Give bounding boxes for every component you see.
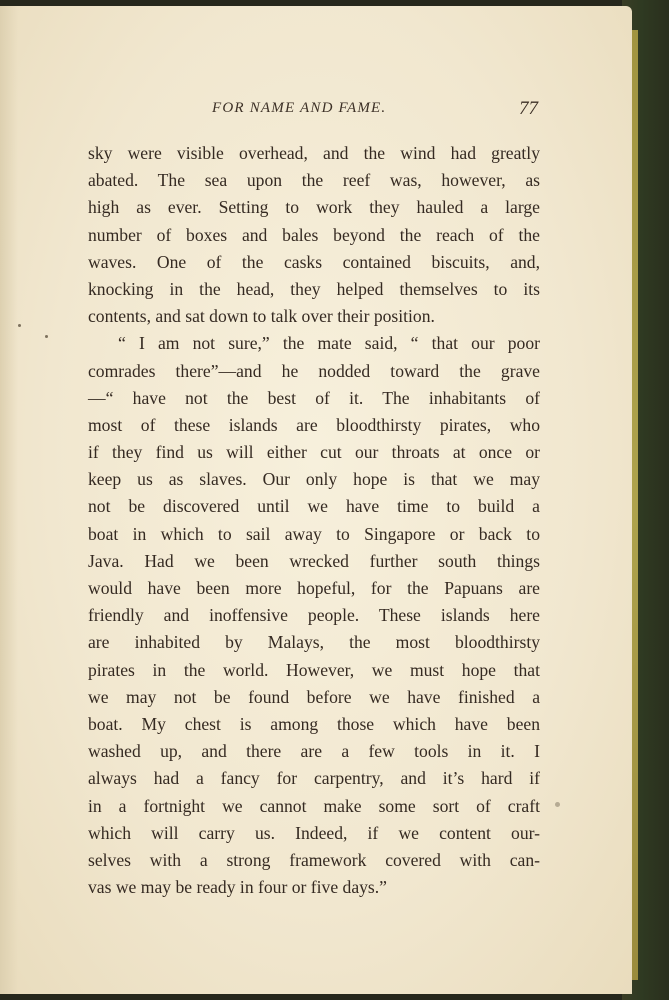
text-line: in a fortnight we cannot make some sort of craft	[88, 795, 540, 816]
text-line: number of boxes and bales beyond the reach of the	[88, 224, 540, 245]
text-line: which will carry us. Indeed, if we content our-	[88, 822, 540, 843]
paper-speck	[18, 324, 21, 327]
text-line: waves. One of the casks contained biscuits, and,	[88, 251, 540, 272]
text-line: knocking in the head, they helped themselves to its	[88, 278, 540, 299]
text-line: would have been more hopeful, for the Papuans are	[88, 578, 540, 598]
page-header	[0, 100, 632, 124]
text-line: contents, and sat down to talk over their position.	[88, 306, 435, 327]
text-line: are inhabited by Malays, the most bloodthirsty	[88, 632, 540, 653]
text-line: —“ have not the best of it. The inhabitants of	[88, 387, 540, 408]
gutter-shadow	[0, 6, 18, 994]
text-line: pirates in the world. However, we must hope that	[88, 659, 540, 680]
text-line: not be discovered until we have time to build a	[88, 496, 540, 517]
text-line: friendly and inoffensive people. These islands here	[88, 605, 540, 626]
text-line: boat. My chest is among those which have been	[88, 713, 540, 734]
text-line: boat in which to sail away to Singapore or back to	[88, 523, 540, 544]
cover-gilt-edge	[632, 30, 638, 980]
text-line: if they find us will either cut our throats at once or	[88, 442, 540, 463]
running-title: FOR NAME AND FAME.	[212, 100, 387, 116]
text-line: vas we may be ready in four or five days.”	[88, 877, 387, 898]
page-number: 77	[519, 98, 538, 119]
text-line: washed up, and there are a few tools in it. I	[88, 741, 540, 762]
book-page	[0, 6, 632, 994]
text-line: “ I am not sure,” the mate said, “ that our poor	[118, 333, 540, 354]
text-line: we may not be found before we have finished a	[88, 686, 540, 707]
paper-speck	[555, 802, 560, 807]
text-line: comrades there”—and he nodded toward the grave	[88, 360, 540, 381]
text-line: sky were visible overhead, and the wind had greatly	[88, 143, 540, 163]
text-line: keep us as slaves. Our only hope is that we may	[88, 469, 540, 490]
text-line: selves with a strong framework covered with can-	[88, 849, 540, 870]
paper-speck	[45, 335, 48, 338]
text-line: always had a fancy for carpentry, and it’s hard if	[88, 768, 540, 789]
text-line: high as ever. Setting to work they hauled a large	[88, 197, 540, 218]
body-text	[88, 140, 540, 901]
text-line: abated. The sea upon the reef was, however, as	[88, 170, 540, 191]
text-line: most of these islands are bloodthirsty pirates, who	[88, 414, 540, 435]
text-line: Java. Had we been wrecked further south things	[88, 550, 540, 571]
